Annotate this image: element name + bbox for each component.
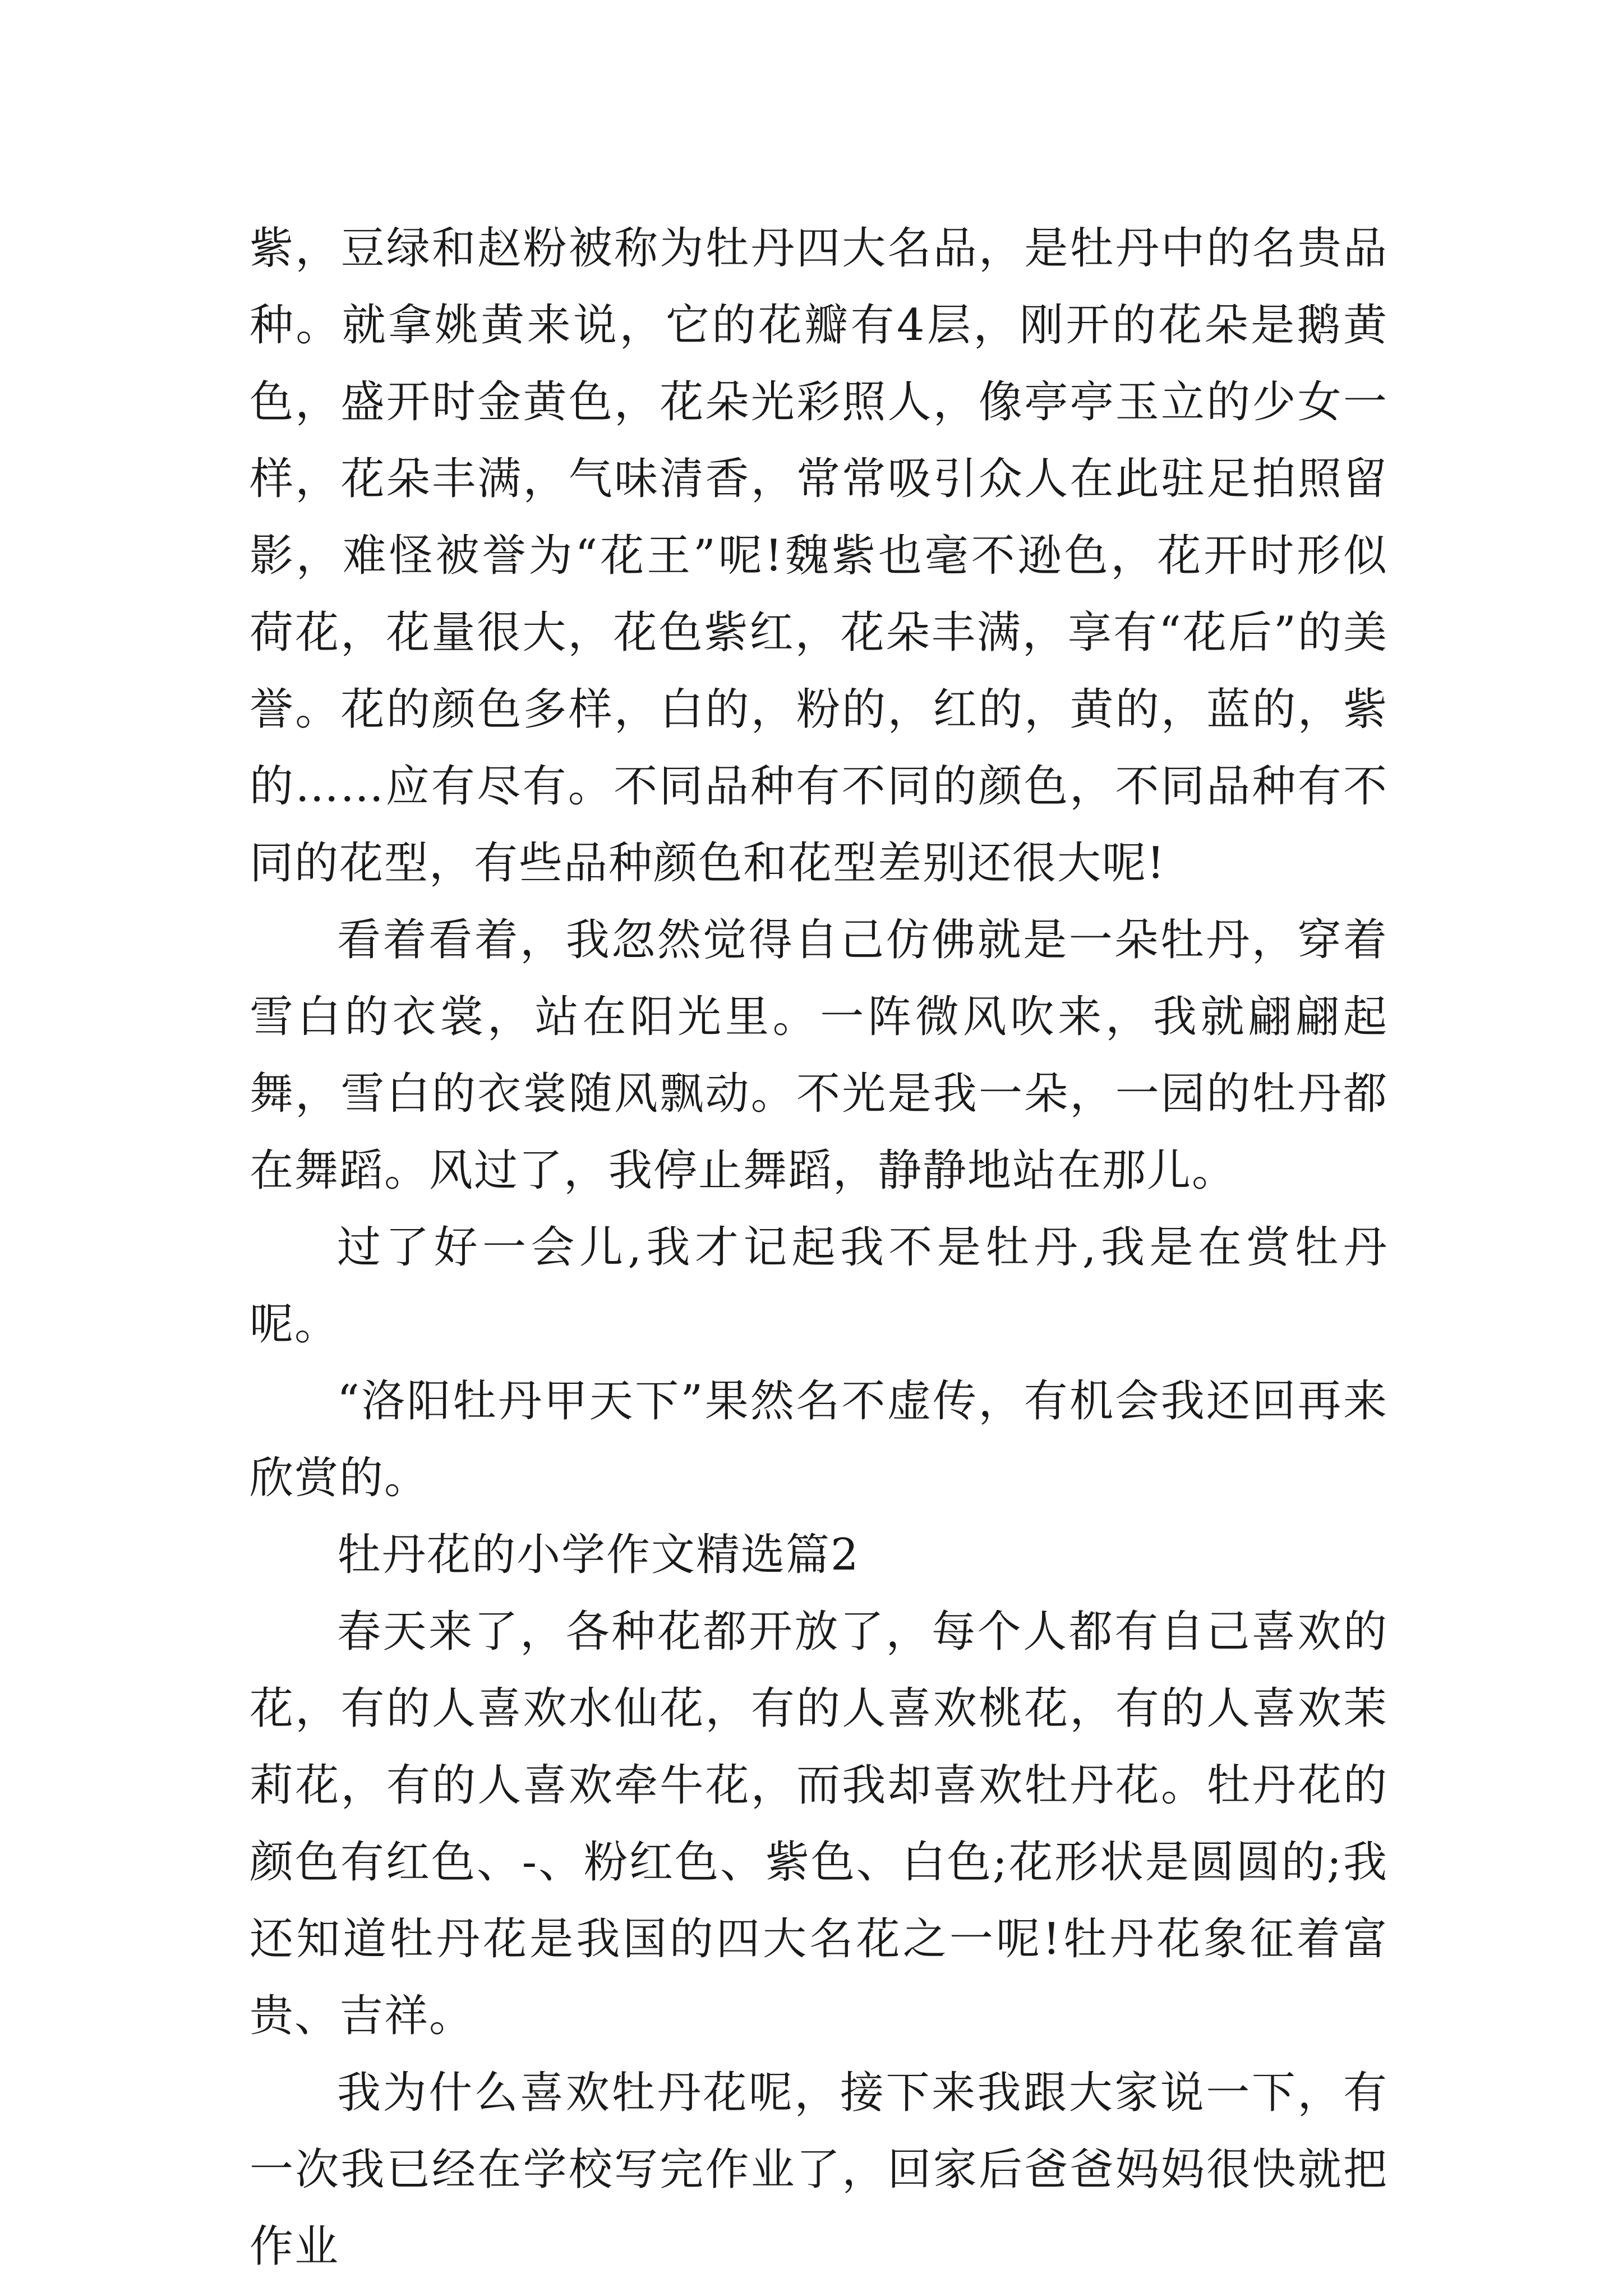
paragraph: “洛阳牡丹甲天下”果然名不虚传，有机会我还回再来欣赏的。 (250, 1376, 1388, 1503)
paragraph: 过了好一会儿,我才记起我不是牡丹,我是在赏牡丹呢。 (250, 1222, 1388, 1350)
paragraph: 春天来了，各种花都开放了，每个人都有自己喜欢的花，有的人喜欢水仙花，有的人喜欢桃花，有的人喜欢茉莉花，有的人喜欢牵牛花，而我却喜欢牡丹花。牡丹花的颜色有红色、-、粉红色、紫色、白色;花形状是圆圆的;我还知道牡丹花是我国的四大名花之一呢!牡丹花象征着富贵、吉祥。 (250, 1607, 1388, 2041)
paragraph: 紫，豆绿和赵粉被称为牡丹四大名品，是牡丹中的名贵品种。就拿姚黄来说，它的花瓣有4层，刚开的花朵是鹅黄色，盛开时金黄色，花朵光彩照人，像亭亭玉立的少女一样，花朵丰满，气味清香，常常吸引众人在此驻足拍照留影，难怪被誉为“花王”呢!魏紫也毫不逊色，花开时形似荷花，花量很大，花色紫红，花朵丰满，享有“花后”的美誉。花的颜色多样，白的，粉的，红的，黄的，蓝的，紫的……应有尽有。不同品种有不同的颜色，不同品种有不同的花型，有些品种颜色和花型差别还很大呢! (250, 223, 1388, 889)
document-body (250, 210, 1388, 2285)
section-title: 牡丹花的小学作文精选篇2 (337, 1530, 860, 1580)
paragraph: 我为什么喜欢牡丹花呢，接下来我跟大家说一下，有一次我已经在学校写完作业了，回家后爸爸妈妈很快就把作业 (250, 2068, 1388, 2272)
paragraph: 看着看着，我忽然觉得自己仿佛就是一朵牡丹，穿着雪白的衣裳，站在阳光里。一阵微风吹来，我就翩翩起舞，雪白的衣裳随风飘动。不光是我一朵，一园的牡丹都在舞蹈。风过了，我停止舞蹈，静静地站在那儿。 (250, 915, 1388, 1196)
